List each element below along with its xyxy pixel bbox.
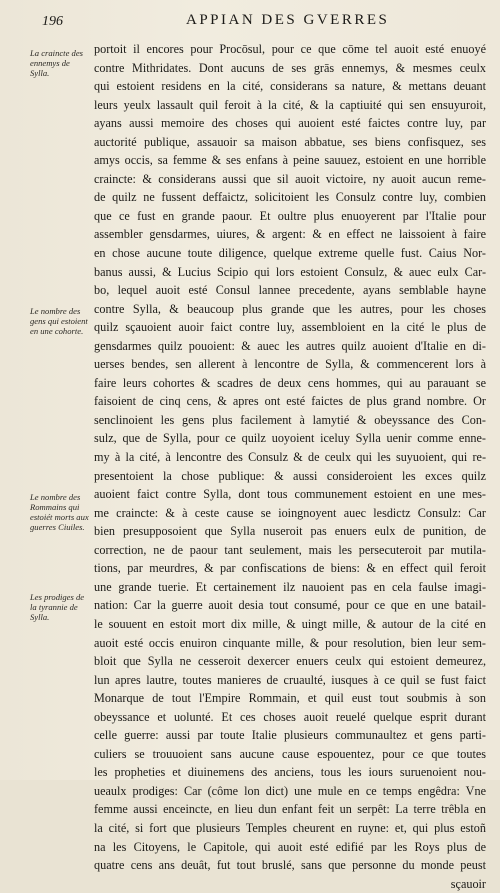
text-line: de quilz ne fussent deffaictz, solicitoient les Consulz contre luy, combien: [94, 190, 486, 205]
margin-note: Les prodiges de la tyrannie de Sylla.: [30, 592, 85, 622]
text-line: en chose aucune toute diligence, quelque extreme quelle fust. Caius Nor-: [94, 246, 486, 261]
text-line: nation: Car la guerre auoit desia tout consumé, pour ce que en une batail-: [94, 598, 486, 613]
text-line: faire leurs cohortes & scadres de deux cens hommes, qui au parauant se: [94, 375, 486, 390]
text-line: lun apres lautre, toutes manieres de cruaulté, iusques à ce quil se fust faict: [94, 672, 486, 687]
text-line: na les Citoyens, le Capitole, qui auoit esté edifié par les Roys plus de: [94, 839, 486, 854]
text-line: presentoient la chose publique: & aussi consideroient les exces quilz: [94, 468, 486, 483]
text-line: assembler gensdarmes, uiures, & argent: & en effect ne laissoient à faire: [94, 227, 486, 242]
text-line: le souuent en estoit mort dix mille, & uingt mille, & autour de la cité en: [94, 616, 486, 631]
margin-notes: [0, 0, 92, 780]
text-line: que ce fust en grande paour. Et oultre plus enuoyerent par l'Italie pour: [94, 208, 486, 223]
text-line: correction, ne de paour tant seulement, mais les persecuteroit par mutila-: [94, 542, 486, 557]
margin-note: La craincte des ennemys de Sylla.: [30, 48, 83, 78]
text-line: la cité, si fort que plusieurs Temples cheurent en ruyne: et, qui plus estoñ: [94, 820, 486, 835]
text-line: contre Sylla, & beaucoup plus grande que les autres, pour les choses: [94, 301, 486, 316]
text-line: obeyssance et uolunté. Et ces choses auoit reuelé quelque esprit durant: [94, 709, 486, 724]
text-line: gensdarmes quilz pouoient: & auec les autres quilz auoient d'Italie en di-: [94, 338, 486, 353]
text-line: auoit esté occis enuiron cinquante mille, & pour resolution, bien leur sem-: [94, 635, 486, 650]
main-text-block: [94, 40, 486, 893]
text-line: craincte: & considerans aussi que sil auoit victoire, ny auoit aucun reme-: [94, 171, 486, 186]
margin-note: Le nombre des Rommains qui estoiét morts aux guerres Ciuiles.: [30, 492, 89, 532]
text-line: Monarque de tout l'Empire Rommain, et quil eust tout soubmis à son: [94, 691, 486, 706]
text-line: bien presupposoient que Sylla nuseroit pas enuers eulx de punition, de: [94, 524, 486, 539]
text-line: bloit que Sylla ne cesseroit dexercer enuers ceulx qui estoient demeurez,: [94, 654, 486, 669]
text-line: uerses bendes, sen allerent à lencontre de Sylla, & commencerent lors à: [94, 357, 486, 372]
text-line: banus aussi, & Lucius Scipio qui lors estoient Consulz, & auec eulx Car-: [94, 264, 486, 279]
text-line: sulz, que de Sylla, pour ce quilz uoyoient iceluy Sylla uenir comme enne-: [94, 431, 486, 446]
text-line: ueaulx prodiges: Car (côme lon dict) une mule en ce temps engêdra: Vne: [94, 783, 486, 798]
text-line: my à la cité, à lencontre des Consulz & de ceulx qui les suyuoient, qui re-: [94, 450, 486, 465]
text-line: me craincte: & à ceste cause se ioingnoyent auec lesdictz Consulz: Car: [94, 505, 486, 520]
text-line: contre Mithridates. Dont aucuns de ses grās ennemys, & mesmes ceulx: [94, 60, 486, 75]
page-number: 196: [42, 14, 63, 29]
text-line: quatre cens ans deuât, fut tout bruslé, sans que personne du monde peust: [94, 858, 486, 873]
text-line: leurs yeulx lassault quil feroit à la cité, & la captiuité qui sen ensuyuroit,: [94, 97, 486, 112]
text-line: sçauoir: [450, 876, 486, 891]
text-line: culiers se trouuoient sans aucune cause espouentez, pour ce que toutes: [94, 746, 486, 761]
text-line: faisoient de cinq cens, & apres ont esté faictes de plus grand nombre. Or: [94, 394, 486, 409]
text-line: quilz sçauoient auoir faict contre luy, assembloient en la cité le plus de: [94, 320, 486, 335]
text-line: senclinoient les gens plus facilement à lamytié & obeyssance des Con-: [94, 412, 486, 427]
text-line: amys occis, sa femme & ses enfans à peine sauuez, estoient en une horrible: [94, 153, 486, 168]
text-line: une grande tuerie. Et certainement ilz nauoient pas en cela faulse imagi-: [94, 579, 486, 594]
text-line: qui estoient residens en la cité, considerans sa nature, & mettans deuant: [94, 79, 486, 94]
text-line: portoit il encores pour Procōsul, pour ce que cōme tel auoit esté enuoyé: [94, 42, 486, 56]
text-line: les propheties et diuinemens des anciens, tous les iours suruenoient nou-: [94, 765, 486, 780]
text-line: ayans aussi memoire des choses qui auoient esté faictes contre luy, par: [94, 116, 486, 131]
text-line: celle guerre: aussi par toute Italie plusieurs communaultez et gens parti-: [94, 728, 486, 743]
text-line: bo, lequel auoit esté Consul lannee precedente, ayans semblable hayne: [94, 283, 486, 298]
text-line: femme aussi enceincte, en lieu dun enfant feit un serpêt: La terre trêbla en: [94, 802, 486, 817]
running-title: APPIAN DES GVERRES: [186, 12, 390, 28]
text-line: auoient faict contre Sylla, dont tous communement estoient en une mes-: [94, 487, 486, 502]
margin-note: Le nombre des gens qui estoient en une cohorte.: [30, 306, 88, 336]
text-line: tions, par meurdres, & par confiscations de biens: & en effect quil feroit: [94, 561, 486, 576]
text-line: auctorité publique, assauoir sa maison abbatue, ses biens confisquez, ses: [94, 134, 486, 149]
